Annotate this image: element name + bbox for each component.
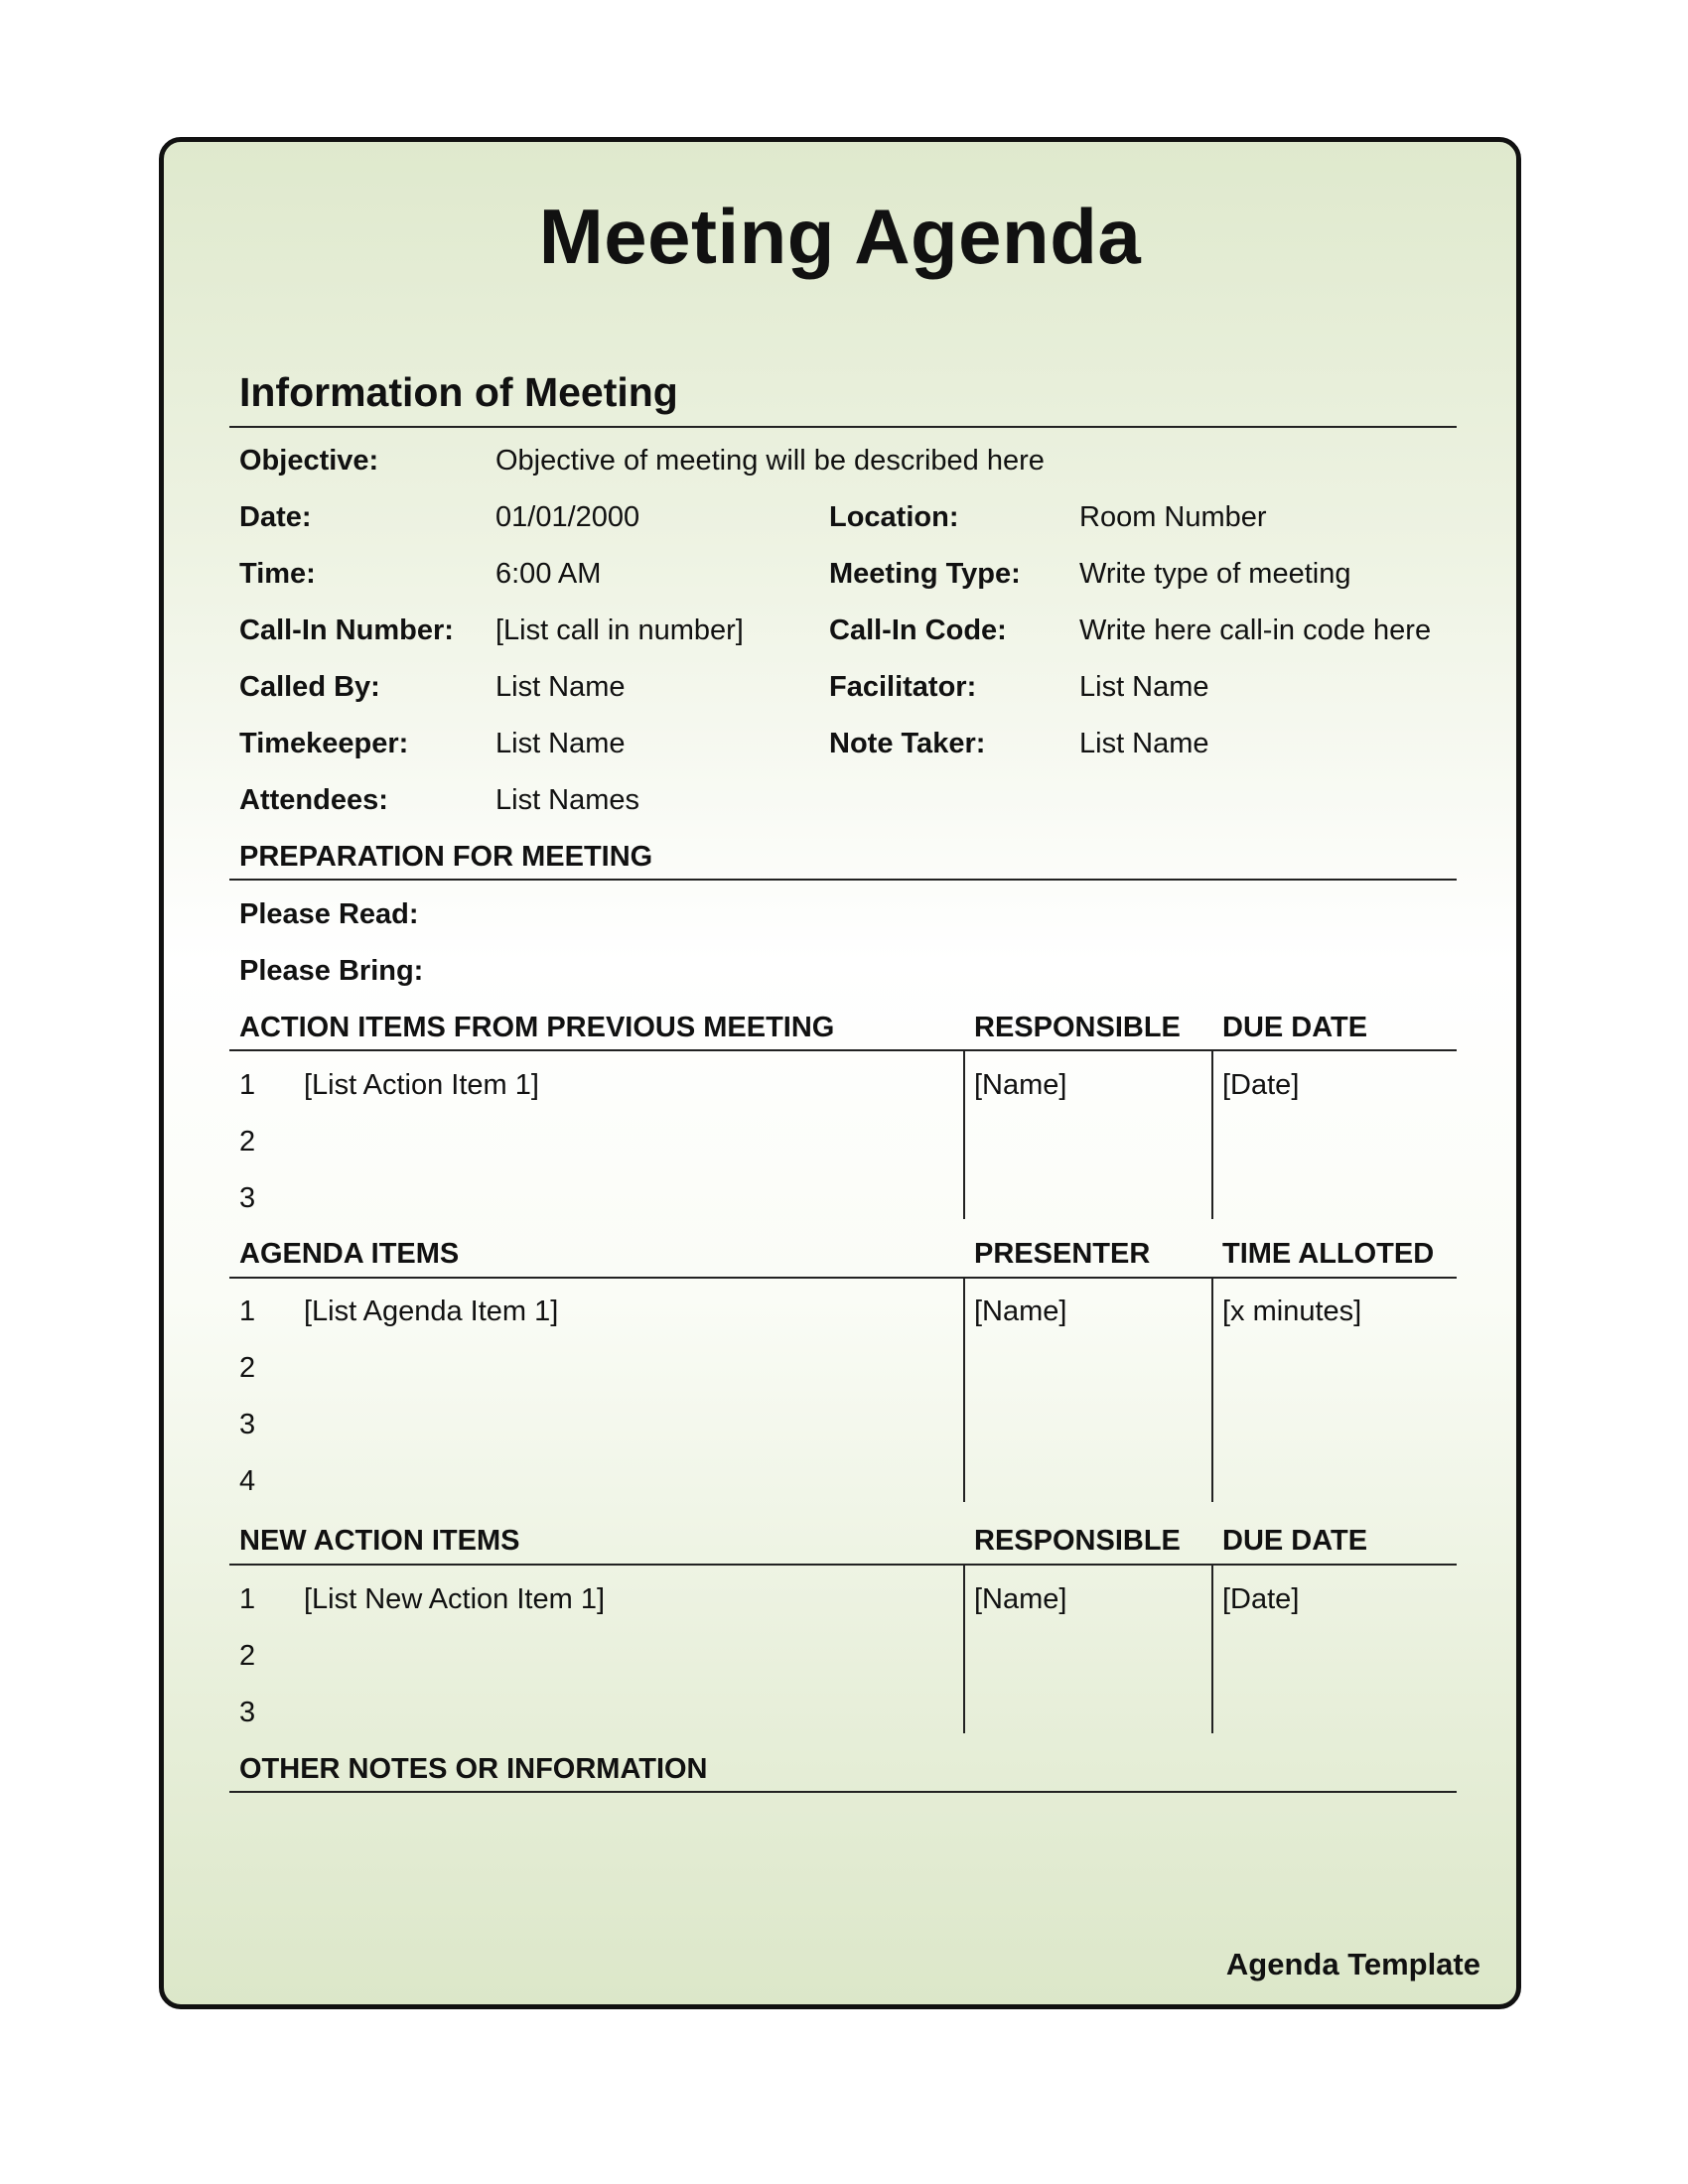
- presenter-name: [Name]: [974, 1296, 1067, 1327]
- preparation-divider: [229, 879, 1457, 881]
- time-alloted: [x minutes]: [1222, 1296, 1362, 1327]
- row-number: 1: [239, 1296, 256, 1327]
- please-read-label: Please Read:: [239, 898, 419, 930]
- info-heading: Information of Meeting: [239, 369, 678, 415]
- callin-number-value: [List call in number]: [495, 614, 744, 646]
- responsible-name: [Name]: [974, 1583, 1067, 1615]
- date-label: Date:: [239, 501, 312, 533]
- previous-actions-col-separator: [963, 1050, 965, 1219]
- objective-label: Objective:: [239, 445, 379, 477]
- row-number: 1: [239, 1069, 256, 1101]
- new-actions-col-separator: [1211, 1565, 1213, 1733]
- agenda-card: [159, 137, 1521, 2009]
- previous-actions-divider: [229, 1049, 1457, 1051]
- callin-code-label: Call-In Code:: [829, 614, 1007, 646]
- agenda-items-col-time: TIME ALLOTED: [1222, 1238, 1435, 1270]
- note-taker-label: Note Taker:: [829, 728, 986, 759]
- agenda-items-heading: AGENDA ITEMS: [239, 1238, 460, 1270]
- agenda-items-col-presenter: PRESENTER: [974, 1238, 1151, 1270]
- meeting-type-label: Meeting Type:: [829, 558, 1021, 590]
- previous-actions-col-responsible: RESPONSIBLE: [974, 1012, 1181, 1043]
- row-number: 2: [239, 1126, 256, 1158]
- other-notes-heading: OTHER NOTES OR INFORMATION: [239, 1753, 708, 1785]
- row-number: 3: [239, 1409, 256, 1440]
- date-value: 01/01/2000: [495, 501, 640, 533]
- agenda-items-divider: [229, 1277, 1457, 1279]
- previous-actions-heading: ACTION ITEMS FROM PREVIOUS MEETING: [239, 1012, 835, 1043]
- due-date: [Date]: [1222, 1583, 1300, 1615]
- action-item-text: [List Action Item 1]: [304, 1069, 539, 1101]
- timekeeper-value: List Name: [495, 728, 626, 759]
- new-action-item-text: [List New Action Item 1]: [304, 1583, 606, 1615]
- row-number: 3: [239, 1182, 256, 1214]
- location-value: Room Number: [1079, 501, 1267, 533]
- row-number: 2: [239, 1640, 256, 1672]
- new-actions-col-due-date: DUE DATE: [1222, 1525, 1368, 1557]
- new-actions-heading: NEW ACTION ITEMS: [239, 1525, 520, 1557]
- meeting-type-value: Write type of meeting: [1079, 558, 1351, 590]
- please-bring-label: Please Bring:: [239, 955, 424, 987]
- new-actions-divider: [229, 1564, 1457, 1566]
- previous-actions-col-due-date: DUE DATE: [1222, 1012, 1368, 1043]
- agenda-item-text: [List Agenda Item 1]: [304, 1296, 559, 1327]
- footer-label: Agenda Template: [1225, 1947, 1480, 1981]
- row-number: 3: [239, 1697, 256, 1728]
- attendees-value: List Names: [495, 784, 640, 816]
- page-title: Meeting Agenda: [538, 193, 1142, 280]
- row-number: 1: [239, 1583, 256, 1615]
- agenda-items-col-separator: [1211, 1278, 1213, 1502]
- attendees-label: Attendees:: [239, 784, 388, 816]
- responsible-name: [Name]: [974, 1069, 1067, 1101]
- previous-actions-col-separator: [1211, 1050, 1213, 1219]
- time-label: Time:: [239, 558, 316, 590]
- other-notes-divider: [229, 1791, 1457, 1793]
- location-label: Location:: [829, 501, 959, 533]
- time-value: 6:00 AM: [495, 558, 602, 590]
- called-by-value: List Name: [495, 671, 626, 703]
- info-divider: [229, 426, 1457, 428]
- new-actions-col-responsible: RESPONSIBLE: [974, 1525, 1181, 1557]
- new-actions-col-separator: [963, 1565, 965, 1733]
- note-taker-value: List Name: [1079, 728, 1209, 759]
- callin-number-label: Call-In Number:: [239, 614, 454, 646]
- preparation-heading: PREPARATION FOR MEETING: [239, 841, 653, 873]
- timekeeper-label: Timekeeper:: [239, 728, 409, 759]
- row-number: 4: [239, 1465, 256, 1497]
- due-date: [Date]: [1222, 1069, 1300, 1101]
- facilitator-label: Facilitator:: [829, 671, 977, 703]
- callin-code-value: Write here call-in code here: [1079, 614, 1432, 646]
- row-number: 2: [239, 1352, 256, 1384]
- facilitator-value: List Name: [1079, 671, 1209, 703]
- objective-value: Objective of meeting will be described here: [495, 445, 1045, 477]
- agenda-items-col-separator: [963, 1278, 965, 1502]
- called-by-label: Called By:: [239, 671, 380, 703]
